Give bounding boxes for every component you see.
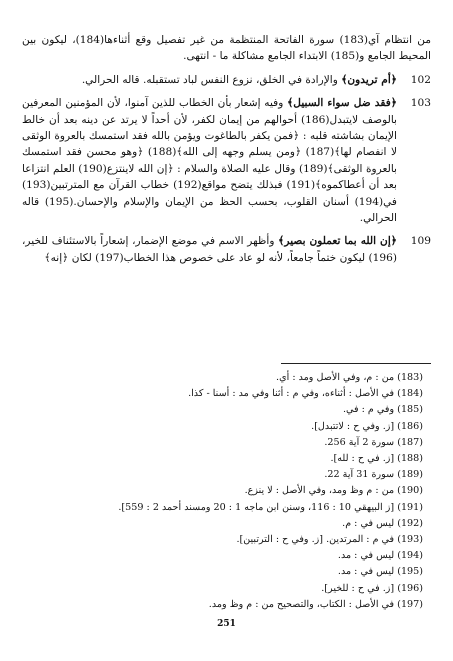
- footnotes-list: [22, 370, 423, 613]
- footnote: (187) سورة 2 آية 256.: [324, 436, 423, 448]
- footnote: (194) ليس في : مد.: [337, 550, 423, 562]
- main-text: [22, 32, 431, 273]
- verse-paragraph-109: [22, 233, 431, 266]
- verse-number: 102: [410, 73, 431, 86]
- footnote: (195) ليس في : مد.: [337, 566, 423, 578]
- verse-paragraph-102: [22, 72, 431, 88]
- quran-quote: ﴿أم تريدون﴾: [341, 73, 397, 86]
- footnote: (190) من : م وظ ومد، وفي الأصل : لا ينزع.: [244, 485, 423, 497]
- footnote: (184) في الأصل : أثناءه، وفي م : أثنا وفي مد : أسنا - كذا.: [188, 388, 423, 400]
- quran-quote: ﴿إن الله بما تعملون بصير﴾: [278, 235, 397, 248]
- footnote: (189) سورة 31 آية 22.: [324, 469, 423, 481]
- verse-number: 109: [410, 235, 431, 248]
- footnote: (188) [ز. في ح : لله].: [330, 453, 423, 465]
- footnote: (185) وفي م : في.: [342, 404, 423, 416]
- commentary-text: وأظهر الاسم في موضع الإضمار، إشعاراً بالاستئناف للخير،(196) ليكون ختماً جامعاً، لأنه لو عاد على خصوص هذا الخطاب(197) لكان ﴿إنه﴾: [22, 235, 397, 264]
- commentary-text: والإرادة في الخلق، نزوع النفس لباد تستقبله. قاله الحرالي.: [81, 73, 338, 86]
- verse-number: 103: [410, 97, 431, 110]
- quran-quote: ﴿فقد ضل سواء السبيل﴾: [287, 97, 397, 110]
- footnote: (193) في م : المرتدين. [ز. وفي ح : الترتبين].: [236, 534, 423, 546]
- footnote: (192) ليس في : م.: [342, 517, 423, 529]
- intro-paragraph: من انتظام آي(183) سورة الفاتحة المنتظمة من غير تفصيل وقع أثناءها(184)، ليكون بين المحيط الجامع و(185) الابتداء الجامع مشاكلة ما - انتهى.: [22, 34, 431, 63]
- verse-paragraph-103: [22, 95, 431, 226]
- footnote: (191) [ز البيهقي 10 : 116، وسنن ابن ماجه 1 : 20 ومسند أحمد 2 : 559].: [118, 501, 423, 513]
- footnote: (183) من : م، وفي الأصل ومد : أي.: [276, 372, 423, 383]
- footnote: (186) [ز. وفي ح : لاتتبدل].: [311, 420, 423, 432]
- footnote: (196) [ز. في ح : للخير].: [321, 582, 423, 594]
- footnote-separator: [281, 363, 431, 364]
- commentary-text: وفيه إشعار بأن الخطاب للذين آمنوا، لأن المؤمنين المعرفين بالوصف لايتبدل(186) أحوالهم من إيمان لكفر، لأن أحداً لا يرتد عن دينه بعد أن خالط الإيمان بشاشته قلبه : ﴿فمن يكفر بالطاغوت ويؤمن بالله فقد استمسك بالعروة الوثقى لا انفصام لها﴾(187) ﴿ومن يسلم وجهه إلى الله﴾(188) ﴿وهو محسن فقد استمسك بالعروة الوثقى﴾(189) وقال عليه الصلاة والسلام : ﴿إن الله لاينتزع(190) العلم انتزاعا بعد أن أعطاكموه﴾(191) فبذلك يتضح مواقع(192) خطاب القرآن مع المترتبين(193) في(194) أسنان القلوب، بحسب الحظ من الإيمان والإسلام والإحسان.(195) قاله الحرالي.: [22, 97, 398, 225]
- page-number: 251: [217, 619, 236, 629]
- footnote: (197) في الأصل : الكتاب، والتصحيح من : م وظ ومد.: [208, 598, 423, 610]
